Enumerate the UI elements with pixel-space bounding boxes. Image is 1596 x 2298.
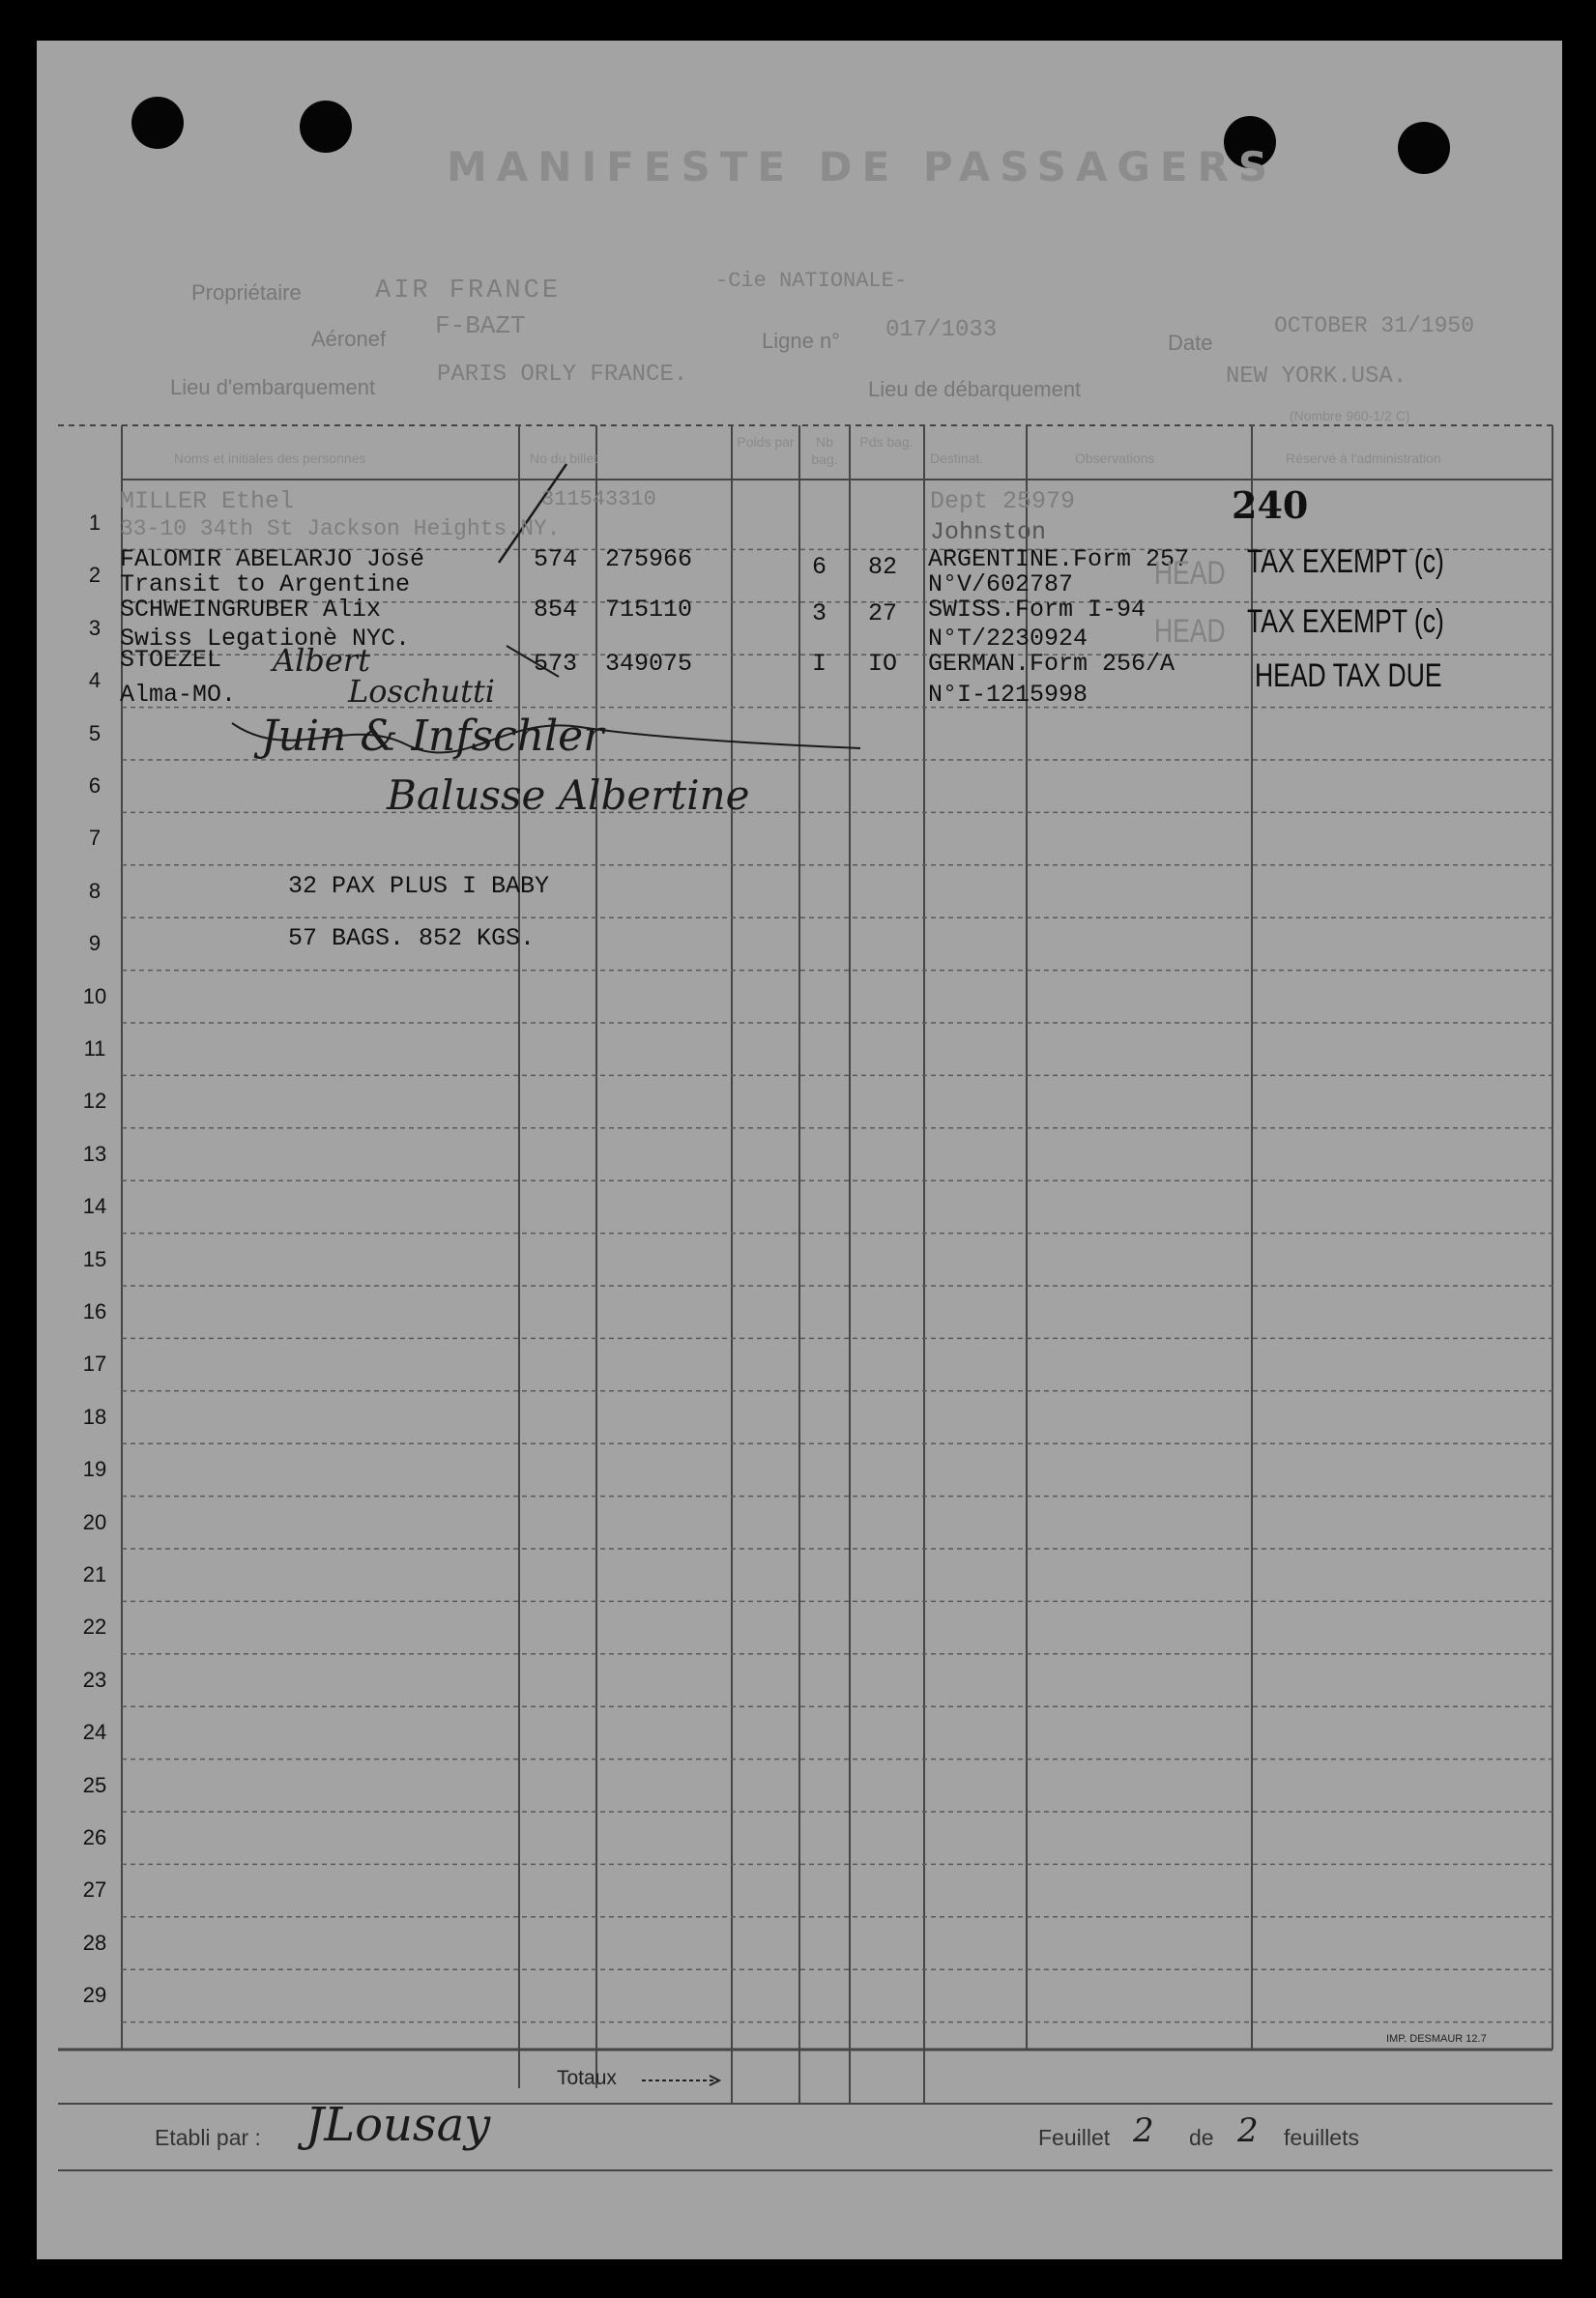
row2-nb-bag: 6 [812,553,827,581]
row-number: 10 [82,983,107,1008]
embarquement-value: PARIS ORLY FRANCE. [437,362,688,388]
row-number: 21 [82,1562,107,1586]
row4-handwritten-signature: Loschutti [348,673,496,710]
etabli-signature: JLousay [305,2098,491,2152]
row-number: 14 [82,1194,107,1219]
printer-imprint: IMP. DESMAUR 12.7 [1386,2033,1487,2045]
row-number: 22 [82,1614,107,1640]
row-number: 17 [82,1352,107,1377]
row3-tax-exempt-stamp: TAX EXEMPT (c) [1247,603,1444,640]
row2-tax-exempt-stamp: TAX EXEMPT (c) [1247,543,1444,580]
ligne-label: Ligne n° [762,329,840,353]
feuillets-label: feuillets [1284,2125,1359,2150]
date-label: Date [1168,331,1213,355]
row2-head-faint: HEAD [1154,555,1226,592]
row2-ticket-a: 574 [534,545,578,573]
row4-dest2: N°I-1215998 [928,681,1088,709]
row4-handwritten-first: Albert [273,642,370,679]
row-number: 19 [82,1457,107,1482]
row-number: 1 [88,510,102,535]
totaux-label: Totaux [557,2067,617,2089]
row4-place: Alma-MO. [120,681,237,709]
row-number: 27 [82,1877,107,1903]
row2-pds-bag: 82 [868,553,898,581]
row6-signature: Balusse Albertine [387,771,750,819]
row4-nb-bag: I [812,650,827,678]
proprietaire-value: AIR FRANCE [375,276,562,305]
row2-transit: Transit to Argentine [120,570,411,598]
col-header-pds-bag: Pds bag. [859,434,914,450]
row4-name: STOEZEL [120,646,222,674]
row-number: 6 [88,773,102,798]
row2-dest: ARGENTINE.Form 257 [928,545,1190,573]
proprietaire-label: Propriétaire [191,280,302,305]
embarquement-label: Lieu d'embarquement [170,375,376,399]
row3-dest2: N°T/2230924 [928,625,1088,653]
etabli-label: Etabli par : [155,2125,261,2150]
row-number: 18 [82,1404,107,1429]
aeronef-value: F-BAZT [435,311,526,340]
col-header-nb-bag: Nb bag. [811,434,838,467]
small-note: (Nombre 960-1/2 C) [1290,408,1410,423]
summary-pax: 32 PAX PLUS I BABY [288,872,550,900]
row5-signature: Juin & Infschler [261,712,604,761]
de-label: de [1189,2125,1214,2150]
row3-ticket-a: 854 [534,596,578,624]
count-stamp: 240 [1232,483,1309,527]
row1-address: 33-10 34th St Jackson Heights.NY. [120,516,561,541]
totaux-arrow [642,2073,721,2088]
row-number: 28 [82,1930,107,1955]
row2-dest2: N°V/602787 [928,570,1074,598]
row3-pds-bag: 27 [868,599,898,627]
form-title: MANIFESTE DE PASSAGERS [447,143,1278,190]
row-number: 12 [82,1089,107,1114]
row4-ticket-b: 349075 [605,650,693,678]
feuillet-label: Feuillet [1038,2125,1111,2150]
row-number: 5 [88,720,102,745]
row-number: 15 [82,1246,107,1271]
row-number: 25 [82,1772,107,1797]
row3-nb-bag: 3 [812,599,827,627]
row-number: 13 [82,1141,107,1166]
row1-dest: Dept 25979 [930,487,1076,515]
row3-dest: SWISS.Form I-94 [928,596,1146,624]
row4-pds-bag: IO [868,650,898,678]
feuillets-total: 2 [1237,2111,1259,2150]
row4-head-tax-due-stamp: HEAD TAX DUE [1255,657,1442,694]
row1-name: MILLER Ethel [120,487,295,515]
row4-dest: GERMAN.Form 256/A [928,650,1175,678]
row-number: 26 [82,1825,107,1849]
row3-head-faint: HEAD [1154,613,1226,650]
row2-ticket-b: 275966 [605,545,693,573]
debarquement-label: Lieu de débarquement [868,377,1082,401]
row-number: 11 [83,1036,106,1061]
summary-bags: 57 BAGS. 852 KGS. [288,924,536,952]
row-number: 20 [82,1509,107,1534]
row4-ticket-a: 573 [534,650,578,678]
date-value: OCTOBER 31/1950 [1274,313,1475,338]
row1-ticket: 311543310 [541,487,656,511]
row2-name: FALOMIR ABELARJO José [120,545,425,573]
row-number: 23 [82,1667,107,1692]
row-number: 2 [88,563,102,588]
row-number: 9 [88,931,102,956]
feuillet-number: 2 [1133,2111,1154,2150]
row-number: 7 [88,826,102,851]
row-number: 3 [88,615,102,640]
col-header-destination: Destinat. [930,451,984,466]
ligne-value: 017/1033 [885,317,998,343]
row3-name: SCHWEINGRUBER Alix [120,596,382,624]
row3-legation: Swiss Legationè NYC. [120,625,411,653]
row-number: 16 [82,1299,107,1324]
row3-ticket-b: 715110 [605,596,693,624]
row1-dest2: Johnston [930,518,1047,546]
row-number: 4 [88,668,102,693]
col-header-observations: Observations [1075,451,1155,466]
company-note: -Cie NATIONALE- [715,269,908,293]
col-header-ticket: No du billet [530,451,598,466]
col-header-names: Noms et initiales des personnes [174,451,366,466]
aeronef-label: Aéronef [311,327,387,351]
row-number: 29 [82,1983,107,2008]
col-header-reserved: Réservé à l'administration [1286,451,1441,466]
row-number: 24 [82,1720,107,1745]
col-header-poids: Poids par [737,434,795,450]
debarquement-value: NEW YORK.USA. [1226,364,1407,390]
row-number: 8 [88,878,102,903]
